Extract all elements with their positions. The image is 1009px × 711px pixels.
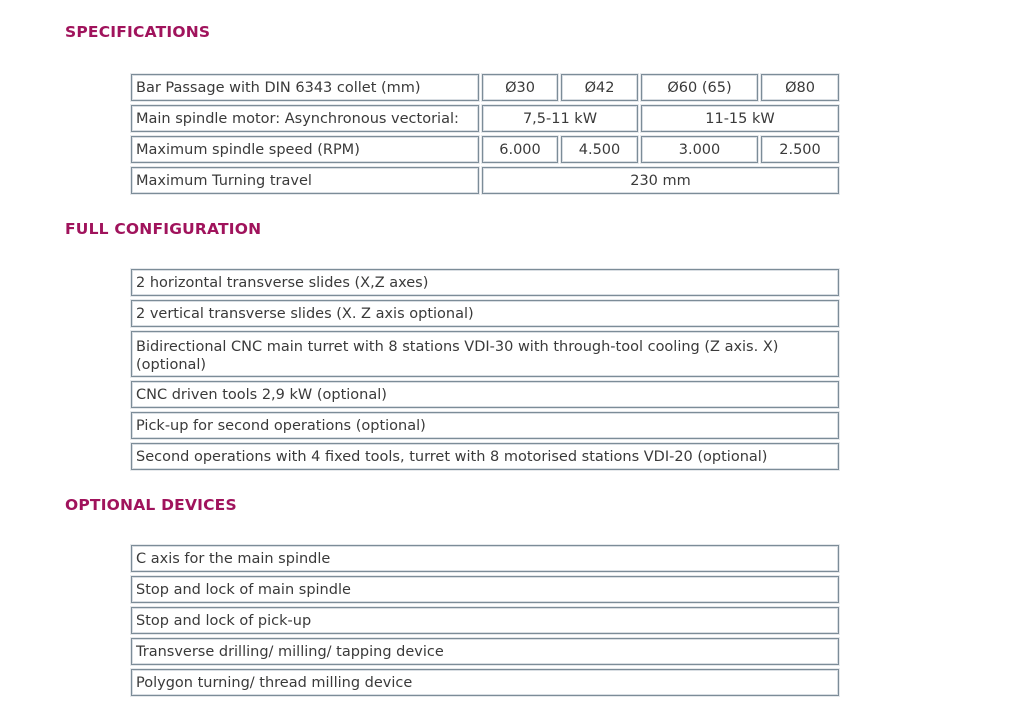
- optional-item: C axis for the main spindle: [131, 545, 839, 572]
- spec-label-travel: Maximum Turning travel: [131, 167, 479, 194]
- optional-item: Transverse drilling/ milling/ tapping device: [131, 638, 839, 665]
- spec-value-motor-2: 11-15 kW: [641, 105, 839, 132]
- config-item: 2 vertical transverse slides (X. Z axis optional): [131, 300, 839, 327]
- spec-label-speed: Maximum spindle speed (RPM): [131, 136, 479, 163]
- spec-value-speed-1: 6.000: [482, 136, 558, 163]
- spec-value-bar-passage-4: Ø80: [761, 74, 839, 101]
- spec-value-bar-passage-3: Ø60 (65): [641, 74, 758, 101]
- specifications-heading: SPECIFICATIONS: [65, 23, 211, 41]
- full-configuration-heading: FULL CONFIGURATION: [65, 220, 262, 238]
- config-item: Pick-up for second operations (optional): [131, 412, 839, 439]
- spec-label-motor: Main spindle motor: Asynchronous vectorial:: [131, 105, 479, 132]
- spec-value-bar-passage-1: Ø30: [482, 74, 558, 101]
- spec-value-motor-1: 7,5-11 kW: [482, 105, 638, 132]
- spec-value-speed-3: 3.000: [641, 136, 758, 163]
- optional-item: Stop and lock of main spindle: [131, 576, 839, 603]
- config-item: Second operations with 4 fixed tools, turret with 8 motorised stations VDI-20 (optional): [131, 443, 839, 470]
- spec-label-bar-passage: Bar Passage with DIN 6343 collet (mm): [131, 74, 479, 101]
- spec-value-speed-2: 4.500: [561, 136, 638, 163]
- optional-devices-heading: OPTIONAL DEVICES: [65, 496, 237, 514]
- config-item: Bidirectional CNC main turret with 8 stations VDI-30 with through-tool cooling (Z axis. X) (optional): [131, 331, 839, 377]
- config-item: 2 horizontal transverse slides (X,Z axes): [131, 269, 839, 296]
- spec-value-bar-passage-2: Ø42: [561, 74, 638, 101]
- optional-item: Stop and lock of pick-up: [131, 607, 839, 634]
- spec-value-speed-4: 2.500: [761, 136, 839, 163]
- config-item: CNC driven tools 2,9 kW (optional): [131, 381, 839, 408]
- optional-item: Polygon turning/ thread milling device: [131, 669, 839, 696]
- spec-value-travel: 230 mm: [482, 167, 839, 194]
